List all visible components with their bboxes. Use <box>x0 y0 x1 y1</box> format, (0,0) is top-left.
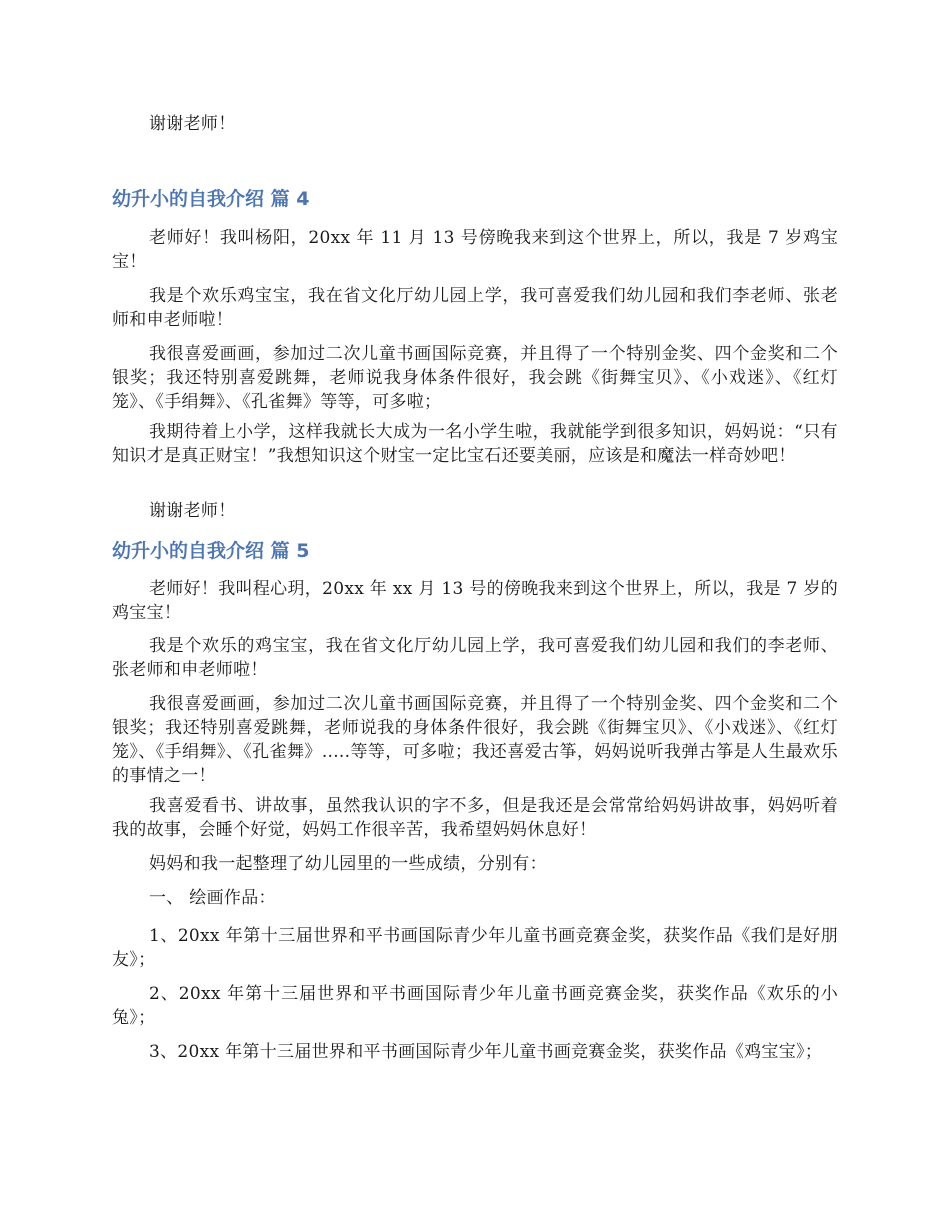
section-5-paragraph-5: 妈妈和我一起整理了幼儿园里的一些成绩，分别有： <box>149 854 547 874</box>
section-5-paragraph-7: 1、20xx 年第十三届世界和平书画国际青少年儿童书画竞赛金奖，获奖作品《我们是好朋友》； <box>112 926 838 970</box>
section-4-heading: 幼升小的自我介绍 篇 4 <box>112 188 310 210</box>
section-4-paragraph-1: 老师好！我叫杨阳，20xx 年 11 月 13 号傍晚我来到这个世界上，所以，我是 7 岁鸡宝宝！ <box>112 228 838 272</box>
section-4-paragraph-3: 我很喜爱画画，参加过二次儿童书画国际竞赛，并且得了一个特别金奖、四个金奖和二个银奖；我还特别喜爱跳舞，老师说我身体条件很好，我会跳《街舞宝贝》、《小戏迷》、《红灯笼》、《手绢舞》、《孔雀舞》等等，可多啦； <box>112 344 838 412</box>
section-4-paragraph-5: 谢谢老师！ <box>149 501 236 521</box>
closing-line: 谢谢老师！ <box>149 114 236 134</box>
section-5-paragraph-6: 一、 绘画作品： <box>149 888 276 908</box>
section-5-paragraph-2: 我是个欢乐的鸡宝宝，我在省文化厅幼儿园上学，我可喜爱我们幼儿园和我们的李老师、张老师和申老师啦！ <box>112 636 838 680</box>
section-4-paragraph-4: 我期待着上小学，这样我就长大成为一名小学生啦，我就能学到很多知识，妈妈说：“只有知识才是真正财宝！”我想知识这个财宝一定比宝石还要美丽，应该是和魔法一样奇妙吧！ <box>112 422 838 466</box>
section-5-paragraph-8: 2、20xx 年第十三届世界和平书画国际青少年儿童书画竞赛金奖，获奖作品《欢乐的小兔》； <box>112 984 838 1028</box>
section-5-paragraph-9: 3、20xx 年第十三届世界和平书画国际青少年儿童书画竞赛金奖，获奖作品《鸡宝宝》； <box>149 1042 823 1062</box>
section-5-paragraph-3: 我很喜爱画画，参加过二次儿童书画国际竞赛，并且得了一个特别金奖、四个金奖和二个银奖；我还特别喜爱跳舞，老师说我的身体条件很好，我会跳《街舞宝贝》、《小戏迷》、《红灯笼》、《手绢舞》、《孔雀舞》.....等等，可多啦；我还喜爱古筝，妈妈说听我弹古筝是人生最欢乐的事情之一！ <box>112 694 838 786</box>
section-5-paragraph-1: 老师好！我叫程心玥，20xx 年 xx 月 13 号的傍晚我来到这个世界上，所以，我是 7 岁的鸡宝宝！ <box>112 579 838 623</box>
section-4-paragraph-2: 我是个欢乐鸡宝宝，我在省文化厅幼儿园上学，我可喜爱我们幼儿园和我们李老师、张老师和申老师啦！ <box>112 286 838 330</box>
section-5-paragraph-4: 我喜爱看书、讲故事，虽然我认识的字不多，但是我还是会常常给妈妈讲故事，妈妈听着我的故事，会睡个好觉，妈妈工作很辛苦，我希望妈妈休息好！ <box>112 796 838 840</box>
section-5-heading: 幼升小的自我介绍 篇 5 <box>112 540 310 562</box>
